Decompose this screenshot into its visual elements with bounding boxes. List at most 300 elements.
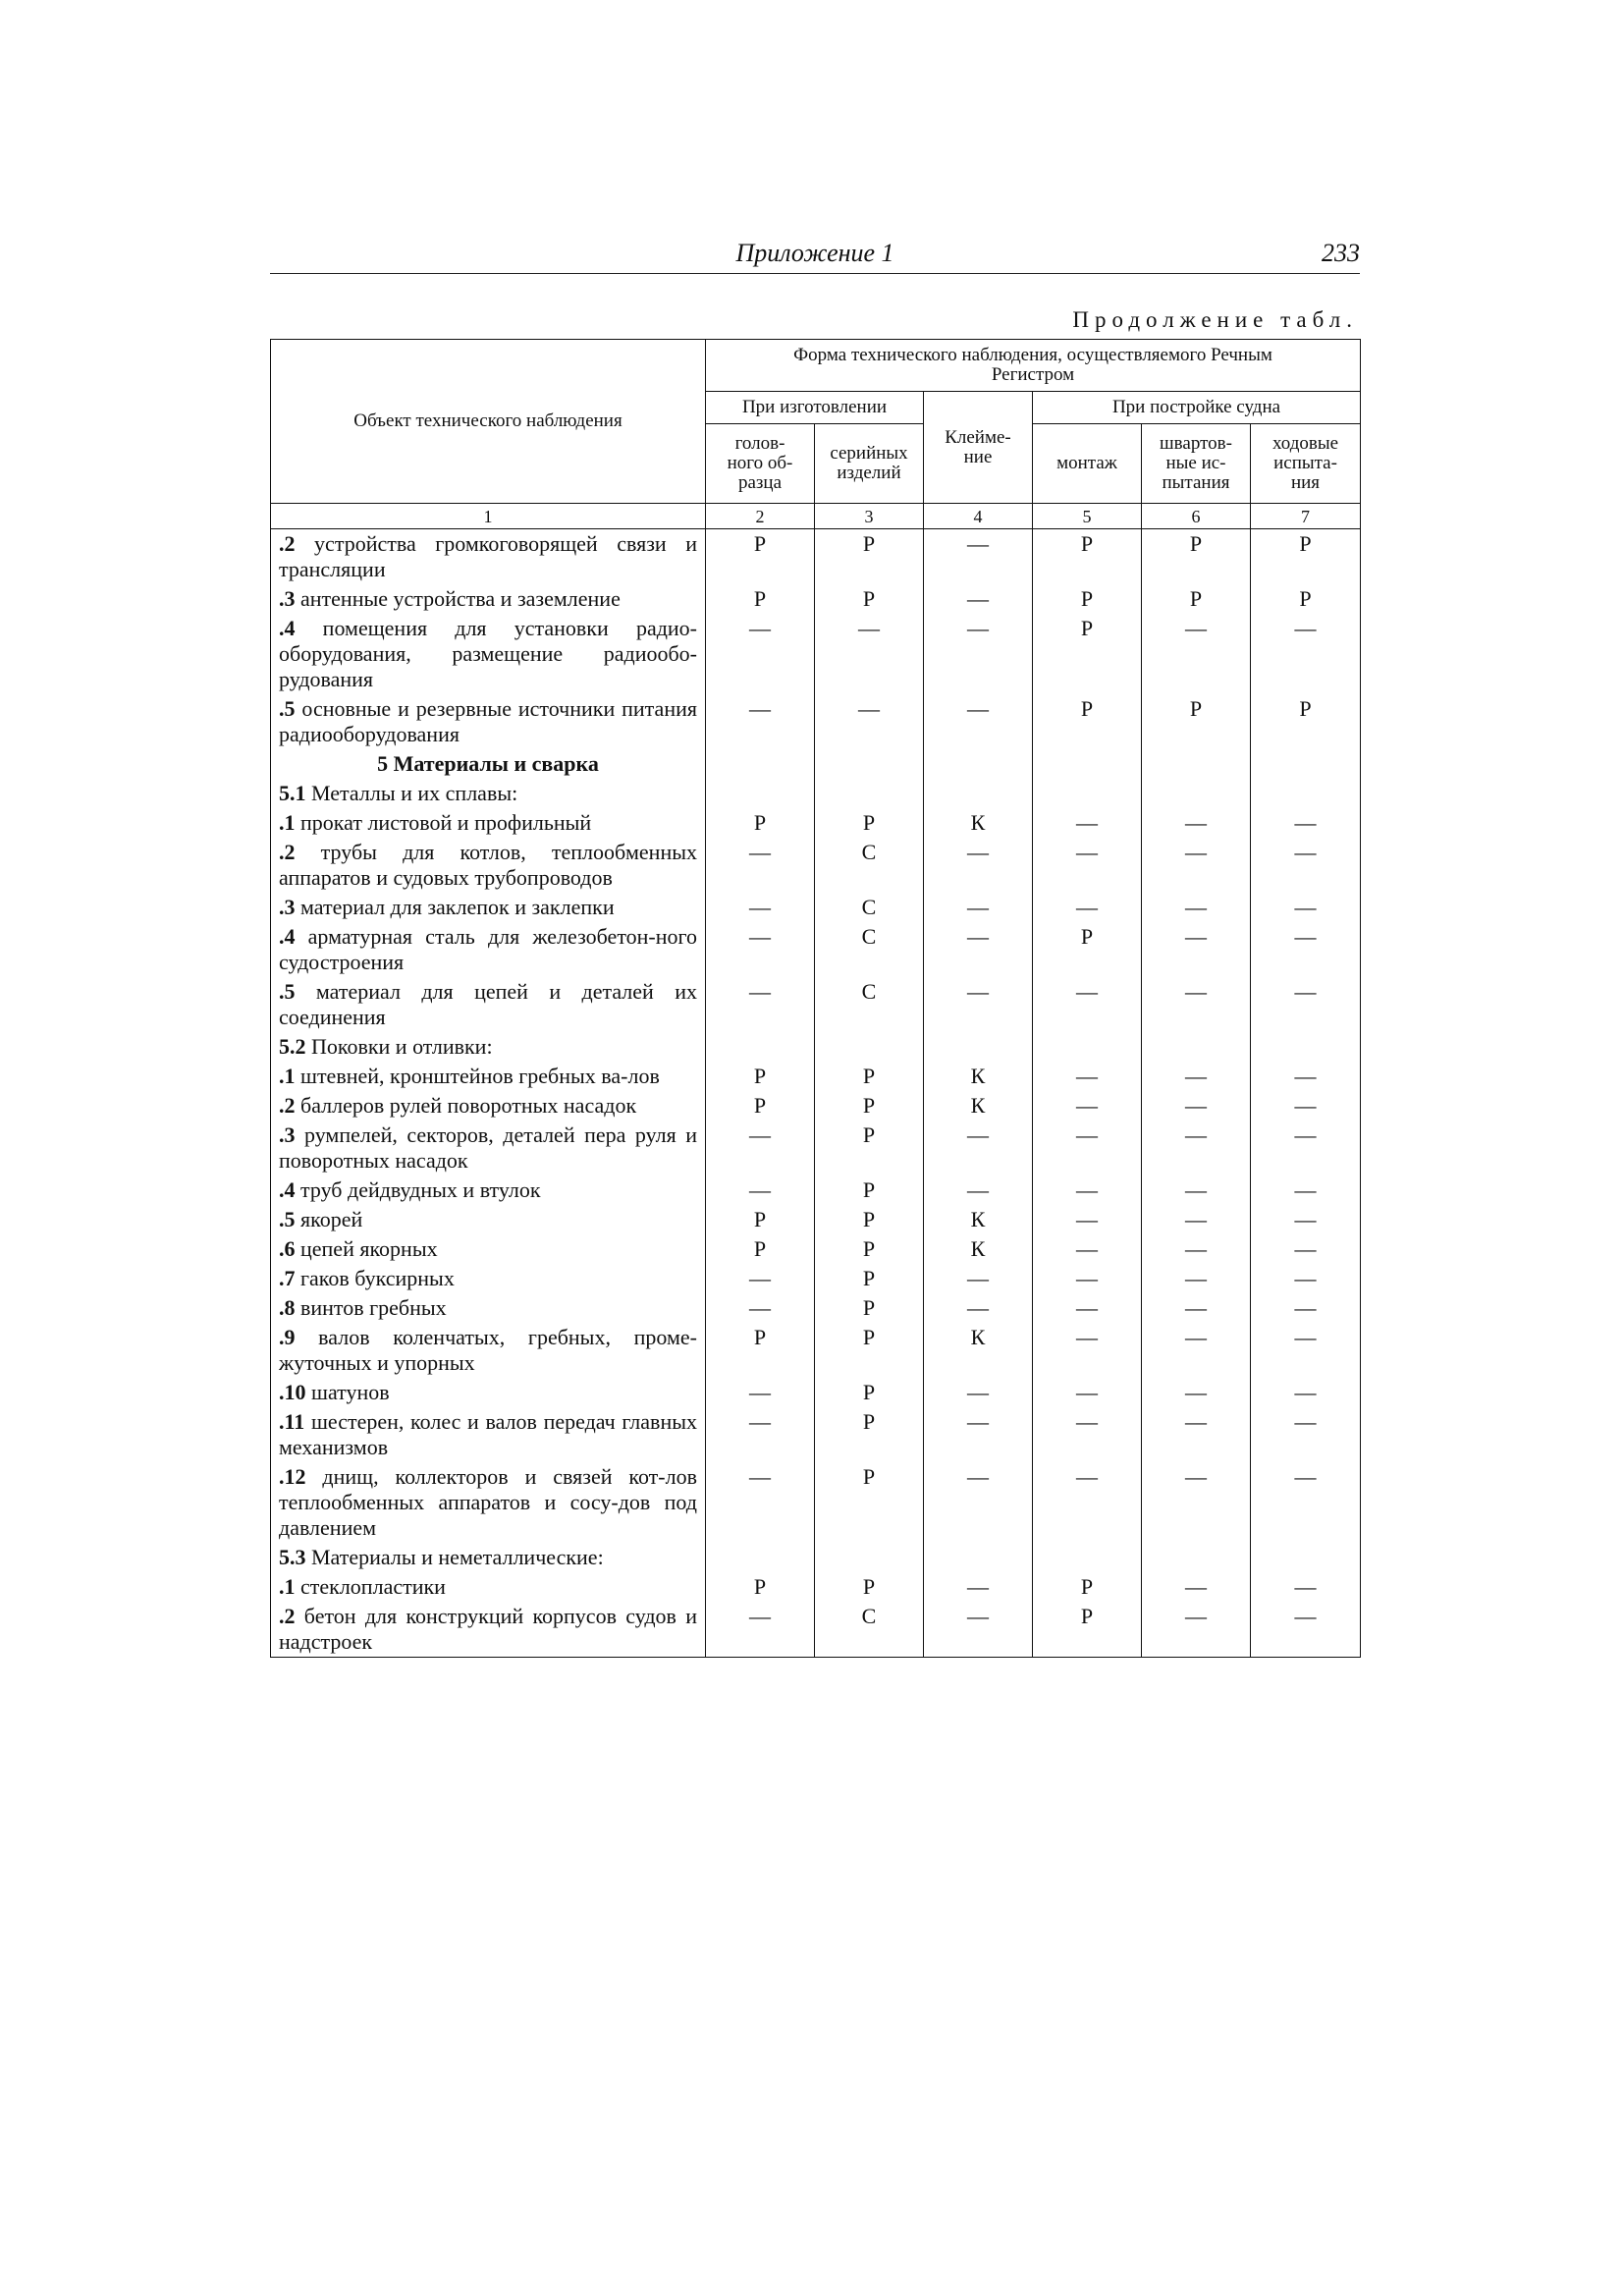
value-cell: — [1251,1175,1361,1205]
value-cell: Р [706,1572,815,1602]
value-cell: — [706,694,815,749]
table-row [271,1293,1361,1323]
value-cell [815,1543,924,1572]
item-text: днищ, коллекторов и связей кот-лов теплообменных аппаратов и сосу-дов под давлением [279,1464,697,1540]
table-row [271,808,1361,838]
value-cell: — [924,1572,1033,1602]
value-cell: — [706,1264,815,1293]
value-cell: Р [815,529,924,585]
value-cell: Р [706,529,815,585]
item-text: устройства громкоговорящей связи и трансляции [279,531,697,581]
value-cell: — [815,614,924,694]
value-cell: — [1142,922,1251,977]
object-cell [271,1407,706,1462]
header-assembly [1033,424,1142,504]
value-cell: — [1033,1462,1142,1543]
item-number: .3 [279,1122,296,1147]
value-cell: — [1033,1205,1142,1234]
value-cell: — [1251,1293,1361,1323]
object-cell [271,808,706,838]
value-cell: — [1251,808,1361,838]
value-cell: К [924,1062,1033,1091]
table-row [271,614,1361,694]
value-cell: С [815,838,924,893]
value-cell: — [1251,1602,1361,1658]
value-cell [924,779,1033,808]
header-marking [924,392,1033,504]
value-cell: Р [706,1062,815,1091]
value-cell: Р [815,1407,924,1462]
value-cell: — [1142,1062,1251,1091]
item-text: стеклопластики [295,1574,446,1599]
item-number: .4 [279,1177,296,1202]
page-number: 233 [1322,239,1360,267]
item-number: .1 [279,810,296,835]
item-number: .7 [279,1266,296,1290]
value-cell: — [1142,1378,1251,1407]
item-text: шестерен, колес и валов передач главных механизмов [279,1409,697,1459]
item-number: .8 [279,1295,296,1320]
value-cell: — [1251,1378,1361,1407]
value-cell: — [1251,1572,1361,1602]
column-number: 6 [1142,504,1251,529]
empty-cell [924,749,1033,779]
value-cell: — [706,614,815,694]
item-text: штевней, кронштейнов гребных ва-лов [295,1064,660,1088]
empty-cell [1251,749,1361,779]
value-cell: Р [706,1205,815,1234]
header-serial [815,424,924,504]
header-marking-label: Клейме-ние [945,426,1011,467]
value-cell: — [706,1407,815,1462]
header-prototype-label: голов-ного об-разца [727,433,793,493]
table-body [271,529,1361,1658]
value-cell: — [706,1378,815,1407]
value-cell: Р [815,1293,924,1323]
value-cell: Р [706,808,815,838]
value-cell: — [924,1462,1033,1543]
table-row [271,1121,1361,1175]
value-cell: — [706,1602,815,1658]
value-cell: Р [815,1323,924,1378]
value-cell [706,1543,815,1572]
value-cell [1142,779,1251,808]
value-cell: — [706,922,815,977]
value-cell: Р [1033,1572,1142,1602]
value-cell: — [1033,1323,1142,1378]
item-text: якорей [295,1207,363,1231]
item-text: Металлы и их сплавы: [305,781,518,805]
item-text: баллеров рулей поворотных насадок [295,1093,637,1118]
item-number: .2 [279,840,296,864]
value-cell: С [815,977,924,1032]
value-cell: — [1142,1602,1251,1658]
item-number: .2 [279,1604,296,1628]
value-cell: — [924,893,1033,922]
value-cell: — [1033,1407,1142,1462]
item-text: Поковки и отливки: [305,1034,493,1059]
item-text: антенные устройства и заземление [295,586,621,611]
value-cell: Р [815,1205,924,1234]
item-text: шатунов [305,1380,390,1404]
value-cell: — [1033,977,1142,1032]
value-cell: Р [815,808,924,838]
value-cell: Р [706,1091,815,1121]
value-cell: — [1033,808,1142,838]
value-cell: — [1033,1175,1142,1205]
value-cell [1251,779,1361,808]
value-cell: С [815,1602,924,1658]
value-cell: Р [815,1572,924,1602]
page [270,236,1360,1658]
value-cell: Р [1033,1602,1142,1658]
value-cell: — [924,1293,1033,1323]
value-cell [924,1543,1033,1572]
value-cell: — [1251,1264,1361,1293]
value-cell: С [815,922,924,977]
value-cell: К [924,1205,1033,1234]
value-cell: — [1251,893,1361,922]
value-cell: — [1251,1121,1361,1175]
object-cell [271,1062,706,1091]
table-row [271,529,1361,585]
table-row [271,1323,1361,1378]
column-number: 2 [706,504,815,529]
table-row [271,893,1361,922]
object-cell [271,1293,706,1323]
header-object [271,340,706,504]
supervision-table [270,339,1361,1658]
value-cell: Р [1251,529,1361,585]
value-cell: — [924,614,1033,694]
header-manufacture: При изготовлении [706,392,924,424]
value-cell: — [924,838,1033,893]
value-cell: — [1033,1062,1142,1091]
item-text: материал для цепей и деталей их соединения [279,979,697,1029]
object-cell [271,893,706,922]
item-number: .5 [279,696,296,721]
table-row [271,1602,1361,1658]
value-cell: — [924,1121,1033,1175]
value-cell: — [1251,1062,1361,1091]
value-cell: — [924,1407,1033,1462]
table-row [271,1378,1361,1407]
value-cell: Р [815,1175,924,1205]
empty-cell [815,749,924,779]
value-cell: — [1033,838,1142,893]
item-number: .5 [279,979,296,1004]
value-cell: — [1142,1121,1251,1175]
value-cell: Р [1142,694,1251,749]
table-row [271,584,1361,614]
object-cell [271,922,706,977]
object-cell [271,1602,706,1658]
value-cell: — [1142,614,1251,694]
object-cell [271,1032,706,1062]
table-row [271,779,1361,808]
object-cell [271,977,706,1032]
value-cell [815,779,924,808]
item-number: 5.1 [279,781,306,805]
value-cell [1142,1543,1251,1572]
value-cell: — [706,1121,815,1175]
header-prototype [706,424,815,504]
value-cell [1251,1032,1361,1062]
value-cell: — [1142,1323,1251,1378]
item-text: Материалы и неметаллические: [305,1545,604,1569]
value-cell: — [815,694,924,749]
object-cell [271,1264,706,1293]
item-number: .6 [279,1236,296,1261]
table-row [271,1205,1361,1234]
running-head [270,236,1360,274]
object-cell [271,1205,706,1234]
table-row [271,1032,1361,1062]
value-cell: Р [1033,922,1142,977]
item-number: .1 [279,1574,296,1599]
object-cell [271,614,706,694]
value-cell: — [1033,1264,1142,1293]
item-text: материал для заклепок и заклепки [295,895,615,919]
value-cell [1033,1543,1142,1572]
item-number: .9 [279,1325,296,1349]
item-number: .2 [279,1093,296,1118]
header-construction: При постройке судна [1033,392,1361,424]
item-text: гаков буксирных [295,1266,455,1290]
value-cell: К [924,1234,1033,1264]
header-serial-label: серийных изделий [830,443,908,483]
table-row [271,838,1361,893]
value-cell: — [1251,1091,1361,1121]
table-row [271,1407,1361,1462]
item-number: .3 [279,586,296,611]
table-row [271,1462,1361,1543]
column-number: 4 [924,504,1033,529]
header-assembly-label: монтаж [1056,453,1117,473]
value-cell: — [706,1462,815,1543]
running-title: Приложение 1 [735,239,894,267]
value-cell: — [1251,1205,1361,1234]
section-title: 5 Материалы и сварка [271,749,706,779]
object-cell [271,1175,706,1205]
item-number: .12 [279,1464,306,1489]
header-sea-trials-label: ходовые испыта-ния [1271,433,1339,493]
empty-cell [706,749,815,779]
header-form-group-label: Форма технического наблюдения, осуществляемого Речным Регистром [793,345,1272,385]
value-cell: — [1251,977,1361,1032]
object-cell [271,1234,706,1264]
value-cell: Р [815,584,924,614]
header-form-group [706,340,1361,392]
value-cell: — [924,1264,1033,1293]
value-cell: — [1033,1121,1142,1175]
value-cell: Р [1033,584,1142,614]
value-cell: Р [815,1234,924,1264]
table-row [271,694,1361,749]
value-cell: Р [815,1462,924,1543]
value-cell: Р [815,1264,924,1293]
value-cell [924,1032,1033,1062]
value-cell: — [1033,1378,1142,1407]
item-number: .4 [279,616,296,640]
value-cell [815,1032,924,1062]
table-row [271,1175,1361,1205]
item-text: помещения для установки радио-оборудования, размещение радиообо-рудования [279,616,697,691]
value-cell: — [1251,614,1361,694]
value-cell: С [815,893,924,922]
item-number: .4 [279,924,296,949]
value-cell: — [1142,808,1251,838]
item-number: 5.2 [279,1034,306,1059]
value-cell: — [1251,922,1361,977]
table-row [271,1062,1361,1091]
object-cell [271,1378,706,1407]
value-cell: Р [815,1378,924,1407]
object-cell [271,529,706,585]
value-cell: — [924,922,1033,977]
value-cell: Р [1033,529,1142,585]
item-number: .1 [279,1064,296,1088]
value-cell: — [924,584,1033,614]
empty-cell [1142,749,1251,779]
item-text: валов коленчатых, гребных, проме-жуточных и упорных [279,1325,697,1375]
object-cell [271,694,706,749]
value-cell: Р [706,584,815,614]
value-cell: — [706,1293,815,1323]
value-cell: — [1142,1234,1251,1264]
value-cell: — [706,893,815,922]
item-text: арматурная сталь для железобетон-ного судостроения [279,924,697,974]
value-cell: — [1142,977,1251,1032]
value-cell: — [1142,1572,1251,1602]
value-cell: — [1142,1175,1251,1205]
value-cell: — [1142,1264,1251,1293]
item-text: трубы для котлов, теплообменных аппаратов и судовых трубопроводов [279,840,697,890]
header-mooring [1142,424,1251,504]
value-cell: Р [1251,584,1361,614]
column-number: 5 [1033,504,1142,529]
table-row [271,1264,1361,1293]
value-cell: Р [1033,694,1142,749]
object-cell [271,1091,706,1121]
value-cell: — [706,1175,815,1205]
column-numbers-row [271,504,1361,529]
value-cell [706,779,815,808]
value-cell: Р [1251,694,1361,749]
value-cell: — [1033,1091,1142,1121]
value-cell [1033,1032,1142,1062]
table-row [271,1543,1361,1572]
column-number: 1 [271,504,706,529]
item-text: прокат листовой и профильный [295,810,592,835]
object-cell [271,1121,706,1175]
value-cell: — [706,977,815,1032]
item-number: 5.3 [279,1545,306,1569]
item-text: цепей якорных [295,1236,438,1261]
item-text: бетон для конструкций корпусов судов и надстроек [279,1604,697,1654]
object-cell [271,779,706,808]
object-cell [271,1462,706,1543]
value-cell: — [1251,1323,1361,1378]
object-cell [271,838,706,893]
value-cell: — [1142,1091,1251,1121]
item-text: труб дейдвудных и втулок [295,1177,541,1202]
value-cell: К [924,1091,1033,1121]
value-cell: — [1142,1462,1251,1543]
value-cell: Р [815,1091,924,1121]
empty-cell [1033,749,1142,779]
value-cell [1251,1543,1361,1572]
value-cell: — [706,838,815,893]
value-cell: Р [1033,614,1142,694]
value-cell: — [1142,893,1251,922]
section-row [271,749,1361,779]
item-number: .3 [279,895,296,919]
value-cell: — [1251,1407,1361,1462]
table-row [271,1091,1361,1121]
value-cell: — [1142,838,1251,893]
continuation-label: Продолжение табл. [1072,307,1358,332]
value-cell: — [924,529,1033,585]
header-mooring-label: швартов-ные ис-пытания [1160,433,1232,493]
item-number: .2 [279,531,296,556]
item-text: основные и резервные источники питания радиооборудования [279,696,697,746]
value-cell: — [924,1602,1033,1658]
value-cell: — [1251,1234,1361,1264]
header-object-label: Объект технического наблюдения [353,410,622,431]
value-cell: Р [1142,584,1251,614]
value-cell: К [924,808,1033,838]
object-cell [271,1543,706,1572]
value-cell [1033,779,1142,808]
value-cell: — [1033,1234,1142,1264]
table-row [271,922,1361,977]
value-cell: К [924,1323,1033,1378]
value-cell: — [1142,1293,1251,1323]
object-cell [271,1572,706,1602]
value-cell: Р [706,1234,815,1264]
object-cell [271,584,706,614]
value-cell: — [1033,893,1142,922]
value-cell: Р [1142,529,1251,585]
value-cell: — [1142,1407,1251,1462]
object-cell [271,1323,706,1378]
value-cell: — [924,1378,1033,1407]
header-sea-trials [1251,424,1361,504]
item-text: винтов гребных [295,1295,447,1320]
item-number: .5 [279,1207,296,1231]
value-cell: — [1251,838,1361,893]
value-cell: — [1142,1205,1251,1234]
value-cell: — [924,977,1033,1032]
value-cell: — [924,1175,1033,1205]
value-cell [706,1032,815,1062]
value-cell: — [1033,1293,1142,1323]
value-cell [1142,1032,1251,1062]
column-number: 7 [1251,504,1361,529]
value-cell: Р [815,1062,924,1091]
item-text: румпелей, секторов, деталей пера руля и поворотных насадок [279,1122,697,1173]
table-row [271,1572,1361,1602]
value-cell: Р [706,1323,815,1378]
column-number: 3 [815,504,924,529]
value-cell: — [924,694,1033,749]
item-number: .11 [279,1409,305,1434]
value-cell: — [1251,1462,1361,1543]
value-cell: Р [815,1121,924,1175]
table-row [271,1234,1361,1264]
table-row [271,977,1361,1032]
